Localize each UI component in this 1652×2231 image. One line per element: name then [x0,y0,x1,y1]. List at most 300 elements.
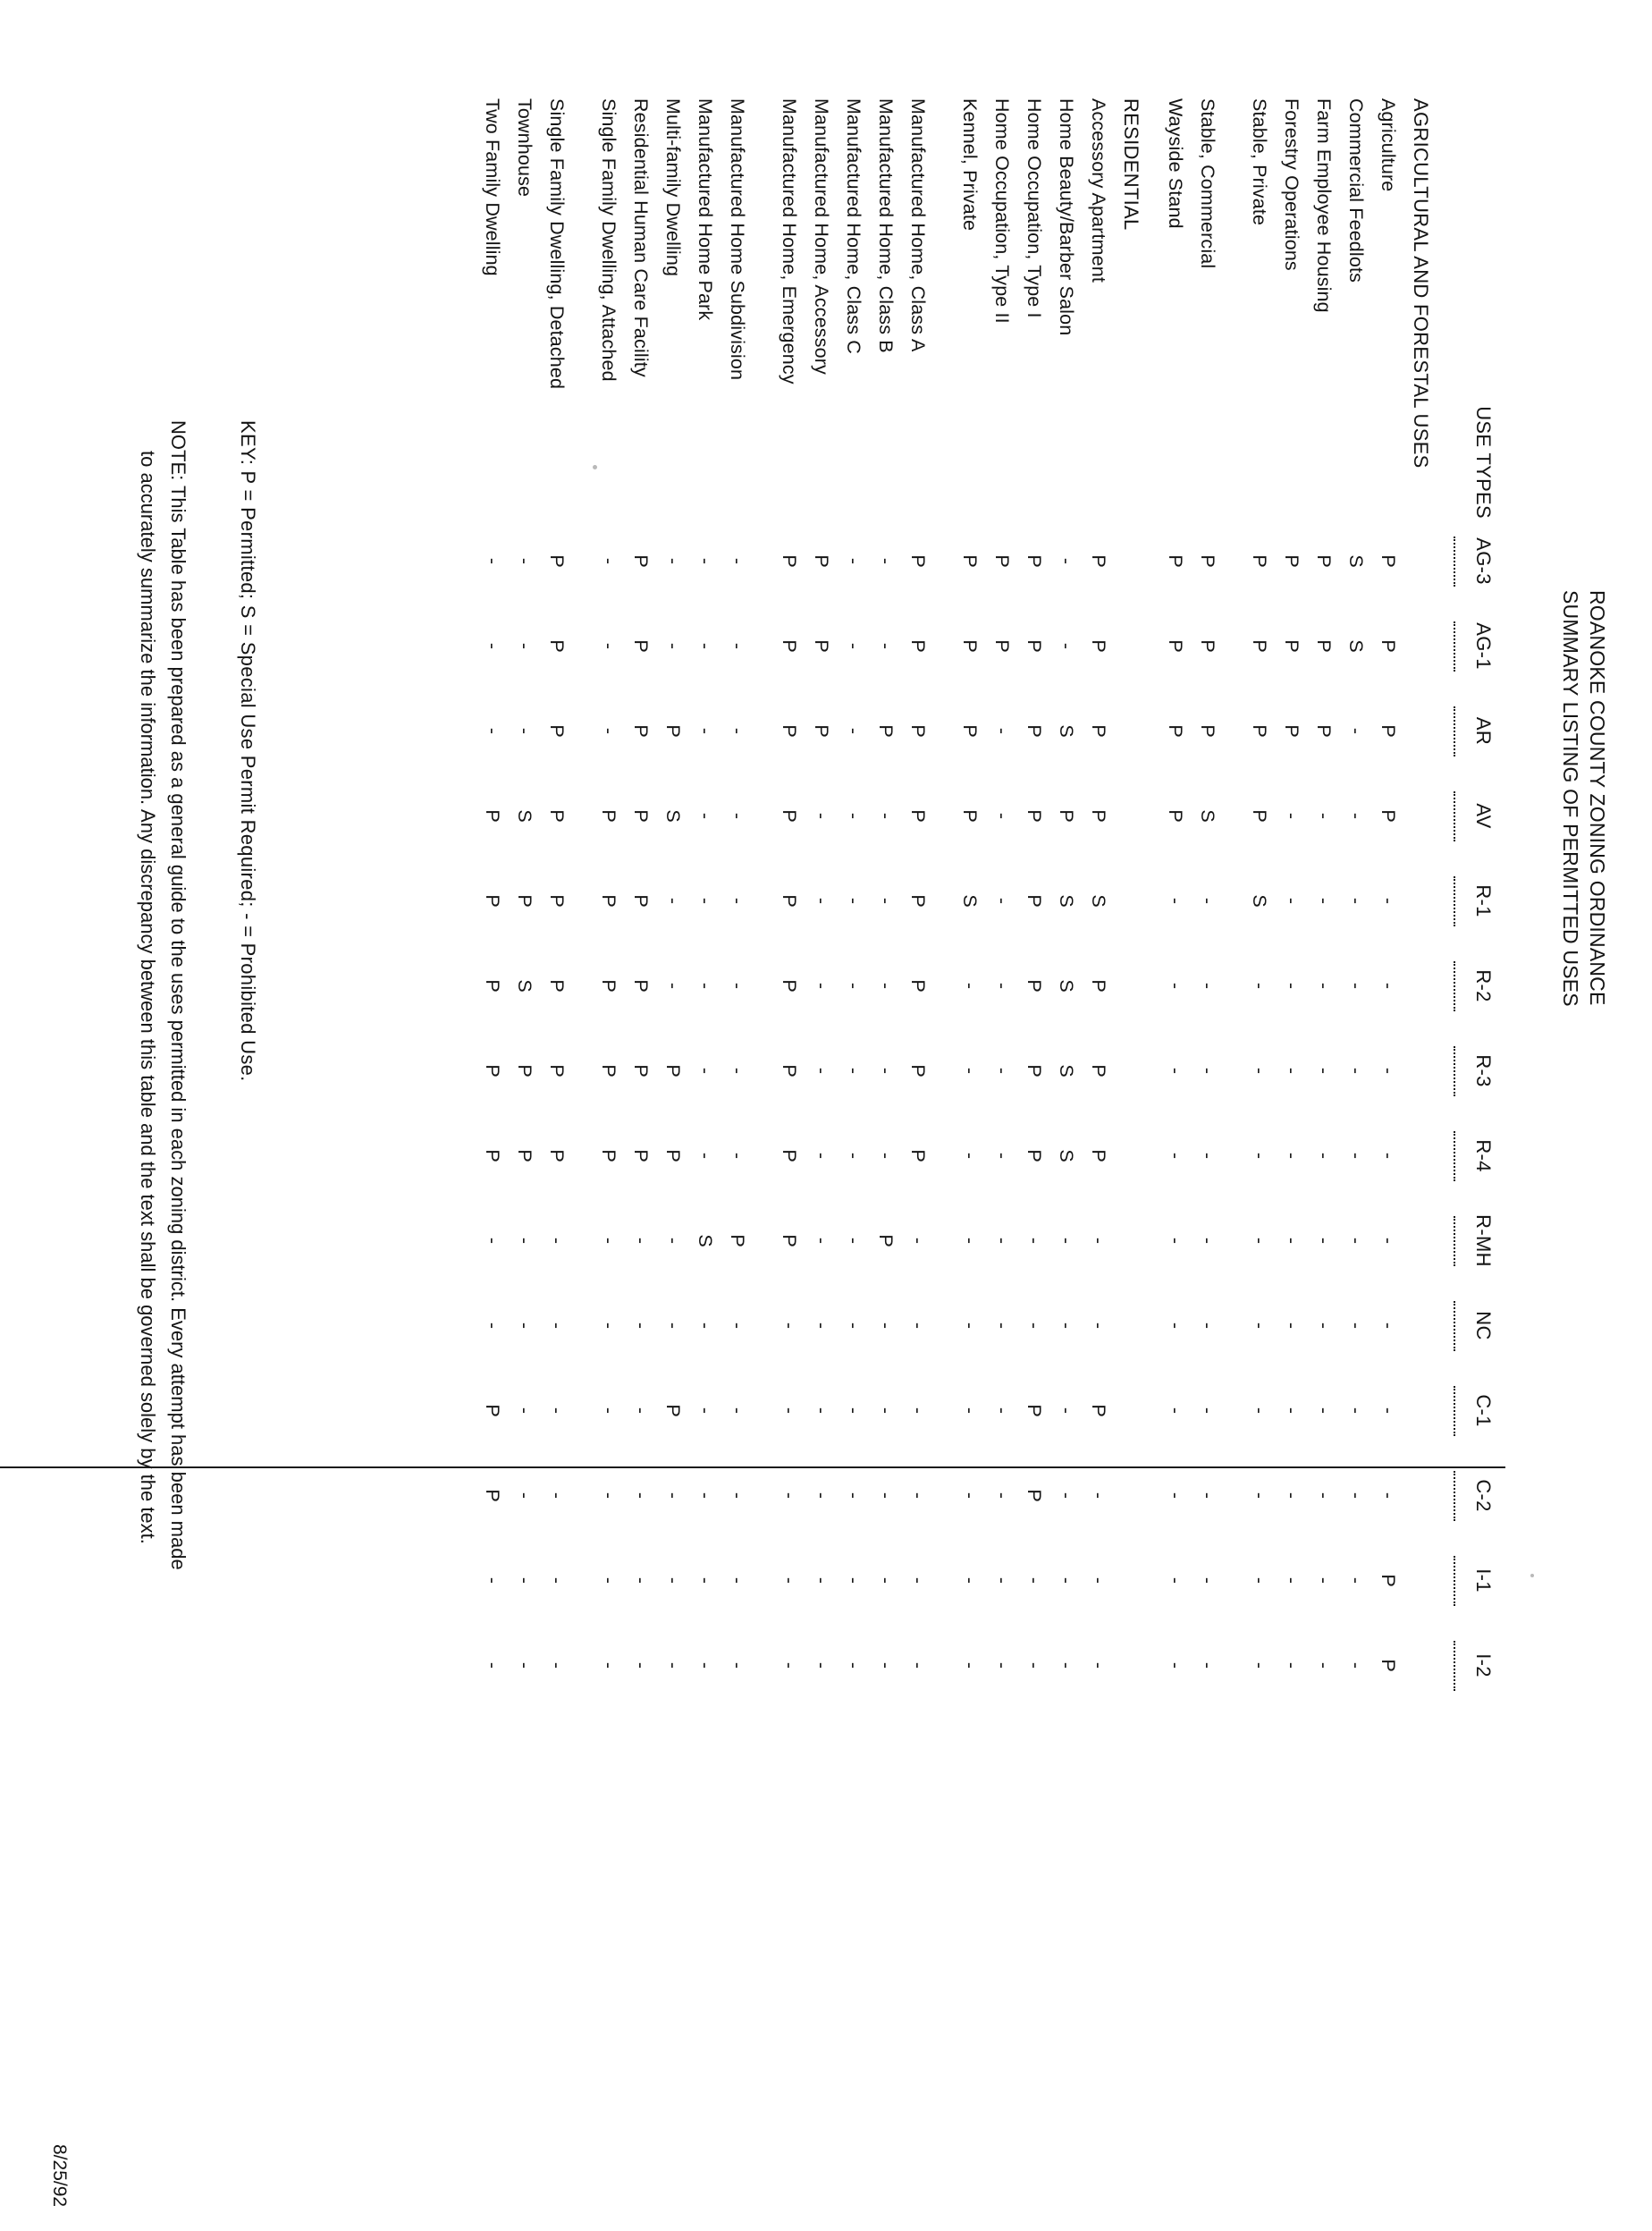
permit-cell: - [779,1492,800,1500]
permit-cell: - [843,1067,864,1075]
column-rule [1454,519,1471,604]
permit-cell: - [1281,1492,1302,1500]
permit-cell: - [1197,1237,1218,1245]
permit-cell: - [843,812,864,820]
permit-cell: - [1378,1407,1399,1415]
permit-cell: - [959,1152,981,1160]
group-spacer-cell [758,604,778,689]
permit-cell: - [779,1576,800,1585]
permit-cell: - [514,1322,535,1330]
permit-cell: - [907,1322,929,1330]
permit-cell: - [1313,982,1335,990]
permit-cell: S [514,809,535,823]
permit-cell: - [727,982,748,990]
column-group-divider [0,1466,1505,1468]
permit-cell: P [991,554,1013,568]
permit-cell: S [1056,1149,1077,1162]
permit-cell: - [875,1492,897,1500]
use-type-label: Forestry Operations [1281,98,1302,271]
permit-cell: - [695,727,716,735]
permit-cell: P [662,724,684,738]
section-blank-cell [1409,1028,1454,1113]
group-spacer-cell [1228,604,1248,689]
permit-cell: - [598,1576,620,1585]
permit-cell: - [546,1237,568,1245]
permit-cell: - [875,1152,897,1160]
note-line-2: to accurately summarize the information. Any discrepancy between this table and the text shall be governed solely by the text. [137,451,159,1544]
section-blank-cell [1119,1368,1164,1453]
permit-cell: - [695,1152,716,1160]
permit-cell: P [630,639,652,653]
permit-cell: S [1345,639,1367,653]
date-stamp: 8/25/92 [49,2144,70,2208]
group-spacer-cell [577,773,597,858]
permit-cell: P [630,1064,652,1077]
group-spacer-cell [577,943,597,1028]
permit-cell: - [1249,1492,1270,1500]
group-spacer-cell [758,1368,778,1453]
use-type-label: Home Occupation, Type I [1024,98,1045,318]
permit-cell: - [662,557,684,565]
permit-cell: - [1281,1661,1302,1669]
permit-cell: - [482,642,503,650]
permit-cell: P [598,894,620,908]
permit-cell: - [1345,1322,1367,1330]
permit-cell: - [1197,1576,1218,1585]
permit-cell: P [991,639,1013,653]
column-header-r-2: R-2 [1472,969,1495,1002]
permit-cell: - [1378,1067,1399,1075]
permit-cell: P [1249,809,1270,823]
permit-cell: - [907,1492,929,1500]
permit-cell: - [630,1661,652,1669]
group-spacer-cell [939,858,958,943]
use-type-label: Residential Human Care Facility [630,98,652,377]
permit-cell: - [662,1322,684,1330]
permit-cell: - [1378,1152,1399,1160]
permit-cell: - [727,1576,748,1585]
permit-cell: - [843,1237,864,1245]
permit-cell: - [598,1237,620,1245]
permit-cell: P [1281,554,1302,568]
group-spacer-cell [1228,773,1248,858]
permit-cell: - [1281,1067,1302,1075]
permit-cell: P [482,809,503,823]
permit-cell: S [1056,1064,1077,1077]
permit-cell: P [630,894,652,908]
use-type-label: Stable, Private [1249,98,1270,226]
permit-cell: - [1197,1067,1218,1075]
group-spacer-cell [1228,1028,1248,1113]
permit-cell: - [875,1661,897,1669]
permit-cell: - [1056,1237,1077,1245]
group-spacer [758,98,778,519]
permit-cell: - [514,727,535,735]
permit-cell: - [1378,1492,1399,1500]
permit-cell: P [630,1149,652,1162]
section-blank-cell [1409,1623,1454,1708]
permit-cell: - [811,1492,832,1500]
permit-cell: - [1024,1576,1045,1585]
column-header-ag-1: AG-1 [1472,622,1495,670]
permit-cell: - [598,1661,620,1669]
permit-cell: - [630,1576,652,1585]
permit-cell: P [598,809,620,823]
group-spacer-cell [577,1368,597,1453]
permit-cell: P [1313,639,1335,653]
permit-cell: - [727,1067,748,1075]
permit-cell: - [727,727,748,735]
permit-cell: - [991,1237,1013,1245]
section-blank-cell [1119,519,1164,604]
group-spacer-cell [1228,1113,1248,1198]
permit-cell: - [546,1492,568,1500]
use-type-label: Agriculture [1378,98,1399,192]
permit-cell: - [1378,897,1399,905]
permit-cell: P [1088,724,1109,738]
section-blank-cell [1119,858,1164,943]
permit-cell: - [1197,1661,1218,1669]
permit-cell: - [1281,812,1302,820]
permit-cell: - [811,982,832,990]
permit-cell: - [514,1407,535,1415]
permit-cell: P [907,979,929,993]
permit-cell: P [630,809,652,823]
use-type-label: Stable, Commercial [1197,98,1218,269]
use-type-label: Farm Employee Housing [1313,98,1335,313]
group-spacer-cell [758,519,778,604]
section-heading: AGRICULTURAL AND FORESTAL USES [1410,98,1432,469]
permit-cell: - [1197,897,1218,905]
permit-cell: P [1024,979,1045,993]
permit-cell: P [630,724,652,738]
permit-cell: P [1197,724,1218,738]
permit-cell: - [662,642,684,650]
permit-cell: - [1165,1152,1186,1160]
use-type-label: Commercial Feedlots [1345,98,1367,283]
permit-cell: - [1088,1661,1109,1669]
permit-cell: P [1088,1149,1109,1162]
permit-cell: - [482,1237,503,1245]
group-spacer-cell [758,1028,778,1113]
permit-cell: - [991,897,1013,905]
section-blank-cell [1119,1028,1164,1113]
group-spacer-cell [939,1623,958,1708]
permit-cell: P [1378,809,1399,823]
permit-cell: - [1024,1237,1045,1245]
permit-cell: - [1313,1492,1335,1500]
permit-cell: P [907,894,929,908]
permit-cell: P [1024,639,1045,653]
permit-cell: - [811,897,832,905]
permit-cell: - [907,1661,929,1669]
column-header-r-4: R-4 [1472,1139,1495,1172]
permit-cell: P [1024,1404,1045,1417]
permit-cell: - [1088,1576,1109,1585]
column-rule [1454,1283,1471,1368]
permit-cell: P [1313,724,1335,738]
column-header-r-mh: R-MH [1472,1214,1495,1267]
permit-cell: - [959,1492,981,1500]
permit-cell: - [727,897,748,905]
permit-cell: - [1056,557,1077,565]
group-spacer-cell [1228,689,1248,773]
section-heading: RESIDENTIAL [1120,98,1142,231]
permit-cell: S [1249,894,1270,908]
permit-cell: S [1056,894,1077,908]
permit-cell: - [1249,1407,1270,1415]
group-spacer-cell [1228,1368,1248,1453]
permit-cell: - [875,642,897,650]
permit-cell: - [598,557,620,565]
permit-cell: P [727,1234,748,1247]
permit-cell: P [482,1404,503,1417]
column-rule [1454,858,1471,943]
permit-cell: - [1378,982,1399,990]
permit-cell: S [1197,809,1218,823]
permit-cell: - [1165,1576,1186,1585]
permit-cell: P [514,1064,535,1077]
permit-cell: - [662,897,684,905]
permit-cell: - [727,1661,748,1669]
permit-cell: P [907,1149,929,1162]
permit-cell: P [598,979,620,993]
permit-cell: S [959,894,981,908]
permit-cell: - [843,1492,864,1500]
group-spacer-cell [939,1028,958,1113]
permit-cell: - [546,1661,568,1669]
permit-cell: - [598,642,620,650]
column-header-c-2: C-2 [1472,1479,1495,1512]
permit-cell: - [727,1152,748,1160]
permit-cell: - [991,1661,1013,1669]
permit-cell: P [1378,724,1399,738]
group-spacer-cell [939,1198,958,1283]
section-blank-cell [1409,773,1454,858]
permit-cell: - [695,1661,716,1669]
use-type-label: Manufactured Home, Emergency [779,98,800,385]
permit-cell: P [1313,554,1335,568]
permit-cell: - [695,1067,716,1075]
permit-cell: - [695,1407,716,1415]
permit-cell: - [482,1322,503,1330]
permit-cell: - [811,1576,832,1585]
permit-cell: - [1378,1237,1399,1245]
section-blank-cell [1119,1623,1164,1708]
permit-cell: P [482,979,503,993]
permit-cell: - [779,1322,800,1330]
group-spacer-cell [758,1283,778,1368]
group-spacer-cell [939,943,958,1028]
permit-cell: - [811,1661,832,1669]
permit-cell: P [1197,639,1218,653]
permit-cell: - [1249,1322,1270,1330]
permit-cell: - [514,642,535,650]
permit-cell: P [811,639,832,653]
section-blank-cell [1119,689,1164,773]
permit-cell: - [875,982,897,990]
permit-cell: - [811,1407,832,1415]
permit-cell: - [598,1322,620,1330]
permit-cell: - [1345,897,1367,905]
permit-cell: - [1088,1492,1109,1500]
column-header-av: AV [1472,803,1495,829]
permit-cell: - [1056,1661,1077,1669]
use-type-label: Single Family Dwelling, Detached [546,98,568,390]
note-block [132,420,193,2173]
permit-cell: S [662,809,684,823]
column-rule [1454,604,1471,689]
permit-cell: P [907,1064,929,1077]
permit-cell: - [1345,727,1367,735]
permit-cell: - [959,1407,981,1415]
permit-cell: P [875,1234,897,1247]
permit-cell: - [630,1407,652,1415]
permit-cell: - [1345,1407,1367,1415]
group-spacer-cell [939,1368,958,1453]
permit-cell: P [630,554,652,568]
use-type-label: Manufactured Home Park [695,98,716,321]
permit-cell: - [843,1407,864,1415]
permit-cell: P [779,554,800,568]
permit-cell: - [843,982,864,990]
permit-cell: - [1024,1322,1045,1330]
permit-cell: P [811,724,832,738]
permit-cell: P [907,724,929,738]
group-spacer-cell [1228,943,1248,1028]
permit-cell: - [1313,1237,1335,1245]
permit-cell: - [1313,1407,1335,1415]
permit-cell: - [727,1322,748,1330]
permit-cell: - [1197,1492,1218,1500]
permit-cell: - [991,1152,1013,1160]
column-rule [1454,943,1471,1028]
permit-cell: - [991,727,1013,735]
permit-cell: P [1165,639,1186,653]
permit-cell: - [1056,1407,1077,1415]
permit-cell: - [727,642,748,650]
rule-spacer [1454,98,1471,519]
permit-cell: P [779,979,800,993]
permit-cell: - [546,1322,568,1330]
permit-cell: P [907,639,929,653]
permit-cell: P [662,1064,684,1077]
permit-cell: - [1165,982,1186,990]
key-legend: KEY: P = Permitted; S = Special Use Permit Required; - = Prohibited Use. [237,420,259,1082]
permit-cell: - [1165,1661,1186,1669]
permit-cell: P [662,1149,684,1162]
permit-cell: - [598,1492,620,1500]
permit-cell: - [875,1322,897,1330]
permit-cell: P [1378,639,1399,653]
permit-cell: - [959,1661,981,1669]
column-rule [1454,1113,1471,1198]
use-type-label: Single Family Dwelling, Attached [598,98,620,382]
group-spacer-cell [758,1623,778,1708]
group-spacer-cell [939,773,958,858]
section-blank-cell [1409,1113,1454,1198]
permit-cell: - [1345,1237,1367,1245]
use-type-label: Manufactured Home, Class C [843,98,864,354]
section-blank-cell [1409,1283,1454,1368]
permit-cell: - [959,982,981,990]
group-spacer-cell [1228,1538,1248,1623]
permit-cell: P [546,1064,568,1077]
permit-cell: - [727,1407,748,1415]
section-blank-cell [1119,773,1164,858]
section-blank-cell [1119,1283,1164,1368]
permit-cell: - [875,812,897,820]
permit-cell: P [1088,809,1109,823]
permit-cell: - [546,1407,568,1415]
permit-cell: - [991,1067,1013,1075]
permit-cell: - [662,1492,684,1500]
permit-cell: - [811,1152,832,1160]
permit-cell: - [1197,1407,1218,1415]
permit-cell: - [1281,1237,1302,1245]
permit-cell: - [1056,1322,1077,1330]
use-type-label: Multi-family Dwelling [662,98,684,277]
permit-cell: - [1345,1576,1367,1585]
permit-cell: - [695,982,716,990]
column-rule [1454,1538,1471,1623]
permit-cell: - [811,1237,832,1245]
group-spacer-cell [1228,858,1248,943]
permit-cell: P [1088,979,1109,993]
permit-cell: - [514,557,535,565]
section-blank-cell [1409,1198,1454,1283]
permit-cell: - [695,1492,716,1500]
permit-cell: P [1165,809,1186,823]
permit-cell: - [514,1237,535,1245]
permit-cell: - [991,812,1013,820]
column-header-ar: AR [1472,716,1495,746]
permit-cell: - [1345,1661,1367,1669]
permit-cell: - [1313,1576,1335,1585]
permit-cell: - [843,1152,864,1160]
permit-cell: - [727,557,748,565]
permit-cell: P [546,639,568,653]
group-spacer-cell [758,1198,778,1283]
permit-cell: - [695,812,716,820]
permit-cell: - [1249,1237,1270,1245]
column-header-r-3: R-3 [1472,1054,1495,1087]
permit-cell: - [1249,1067,1270,1075]
use-type-label: Wayside Stand [1165,98,1186,229]
permit-cell: P [959,724,981,738]
permit-cell: P [546,894,568,908]
group-spacer-cell [577,519,597,604]
permit-cell: P [959,554,981,568]
permit-cell: P [1088,1064,1109,1077]
permit-cell: - [1165,897,1186,905]
permit-cell: - [1249,982,1270,990]
section-blank-cell [1409,519,1454,604]
permit-cell: P [779,1234,800,1247]
permit-cell: P [482,1489,503,1502]
permit-cell: - [1024,1661,1045,1669]
permit-cell: - [662,1237,684,1245]
permit-cell: - [811,1322,832,1330]
permit-cell: P [907,554,929,568]
permit-cell: - [662,1576,684,1585]
permit-cell: - [991,982,1013,990]
permit-cell: - [991,1407,1013,1415]
section-blank-cell [1119,1113,1164,1198]
permit-cell: P [1165,554,1186,568]
column-header-i-2: I-2 [1472,1653,1495,1677]
permit-cell: - [875,557,897,565]
